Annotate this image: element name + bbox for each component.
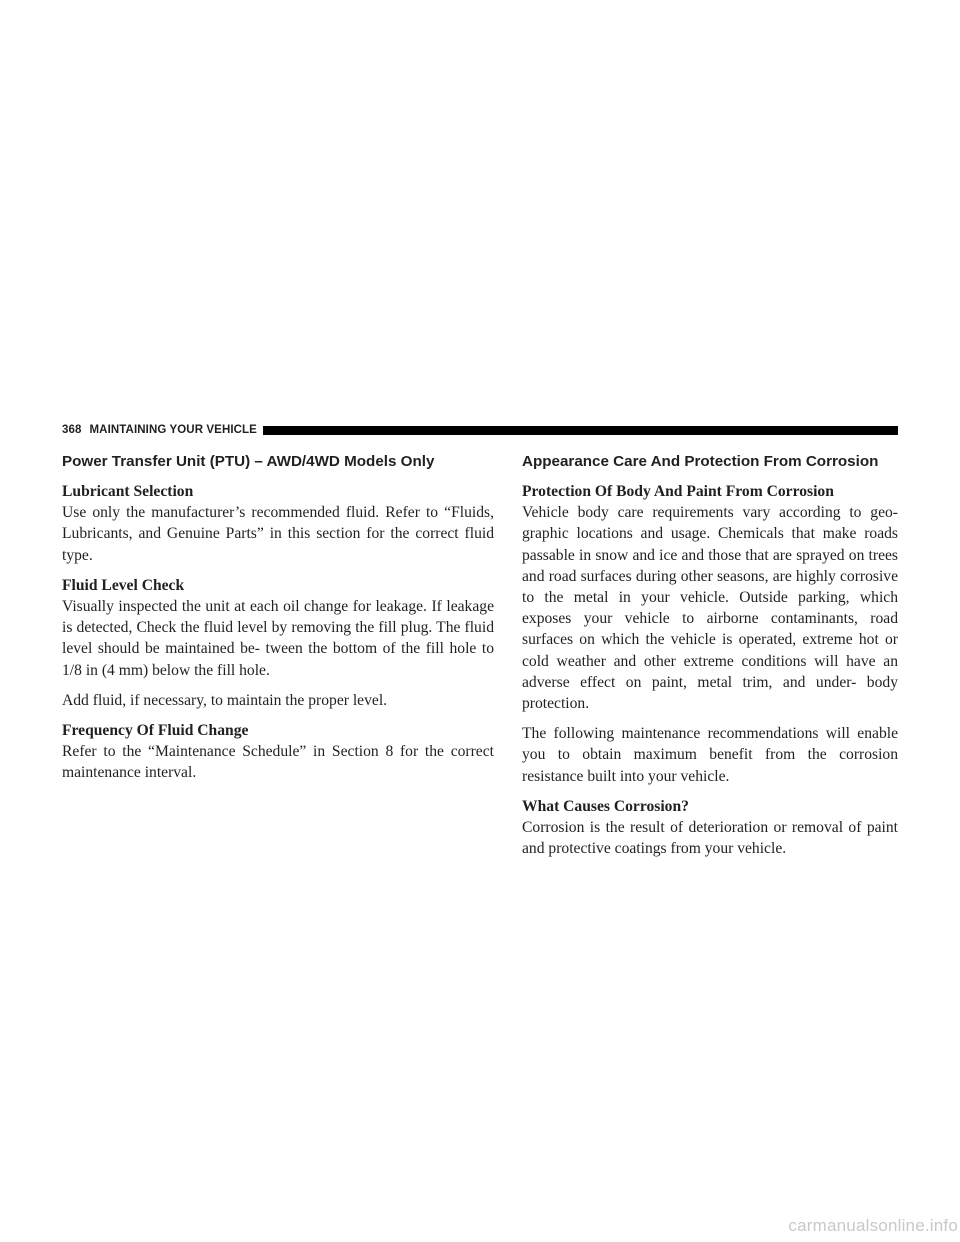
causes-text: Corrosion is the result of deterioration or removal of paint and protective coatings from your vehicle. [522,819,898,858]
add-fluid-text: Add fluid, if necessary, to maintain the proper level. [62,691,388,709]
page-number: 368 [62,424,82,436]
frequency-heading: Frequency Of Fluid Change [62,722,249,740]
right-column [522,452,898,859]
ptu-heading: Power Transfer Unit (PTU) – AWD/4WD Models Only [62,453,435,470]
frequency-text: Refer to the “Maintenance Schedule” in Section 8 for the correct maintenance interval. [62,743,494,782]
section-title: MAINTAINING YOUR VEHICLE [89,424,257,436]
left-column [62,452,494,784]
fluid-level-check-text: Visually inspected the unit at each oil change for leakage. If leakage is detected, Check the fluid level by removing the fill plug. The fluid level should be maintained be- tween the bottom of the fill hole to 1/8 in (4 mm) below the fill hole. [62,598,494,679]
protection-text: Vehicle body care requirements vary according to geo- graphic locations and usage. Chemicals that make roads passable in snow and ice and those that are sprayed on trees and road surfaces during other seasons, are highly corrosive to the metal in your vehicle. Outside parking, which exposes your vehicle to airborne contaminants, road surfaces on which the vehicle is operated, extreme hot or cold weather and other extreme conditions will have an adverse effect on paint, metal trim, and under- body protection. [522,504,898,713]
appearance-care-heading: Appearance Care And Protection From Corrosion [522,453,879,470]
recommendations-text: The following maintenance recommendations will enable you to obtain maximum benefit from the corrosion resistance built into your vehicle. [522,725,898,785]
lubricant-selection-text: Use only the manufacturer’s recommended fluid. Refer to “Fluids, Lubricants, and Genuine Parts” in this section for the correct fluid type. [62,504,494,564]
lubricant-selection-heading: Lubricant Selection [62,483,194,500]
fluid-level-check-heading: Fluid Level Check [62,576,185,594]
running-header [62,422,898,438]
watermark: carmanualsonline.info [788,1216,958,1235]
header-rule [263,426,898,435]
causes-heading: What Causes Corrosion? [522,797,689,815]
protection-heading: Protection Of Body And Paint From Corrosion [522,483,834,500]
